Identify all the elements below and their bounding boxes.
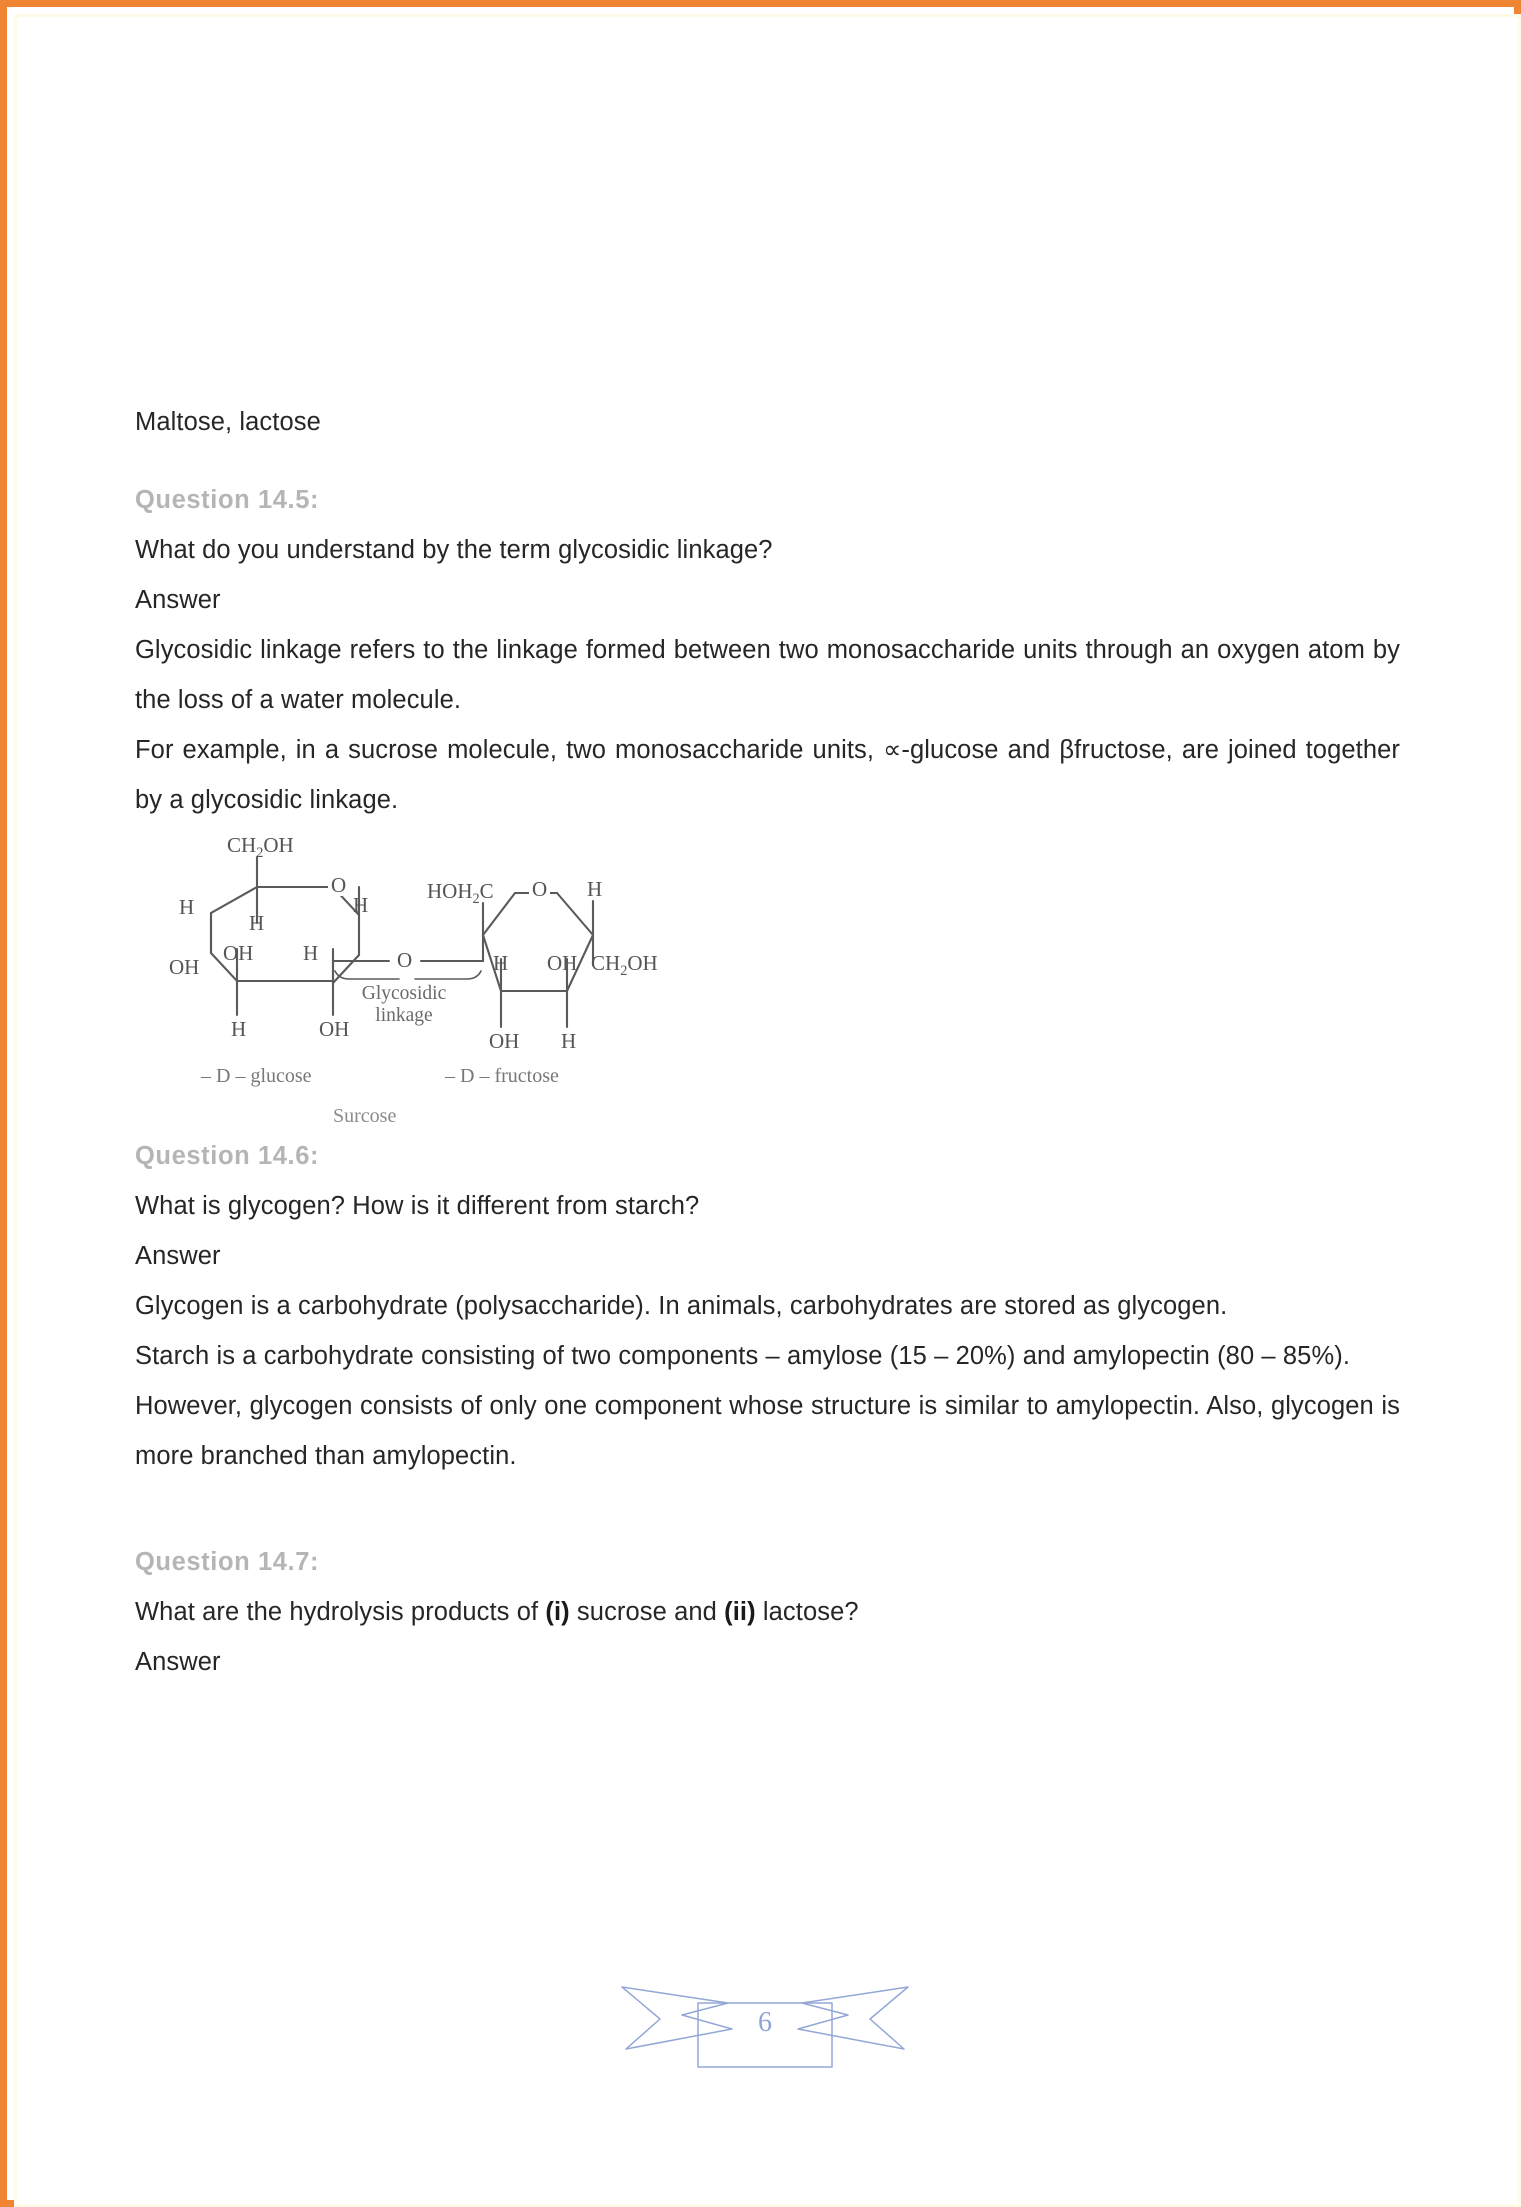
document-content xyxy=(135,397,1400,1687)
question-heading-14-6: Question 14.6: xyxy=(135,1142,320,1170)
answer-label-14-5: Answer xyxy=(135,586,221,614)
q147-part-b: sucrose and xyxy=(569,1598,725,1626)
answer-label-14-6: Answer xyxy=(135,1242,221,1270)
glucose-h-right-upper-label: H xyxy=(353,893,369,917)
glycosidic-linkage-caption xyxy=(344,983,464,1027)
glucose-oh-left-lower-label: OH xyxy=(169,955,200,979)
question-heading-14-5: Question 14.5: xyxy=(135,486,320,514)
sucrose-structure-diagram xyxy=(153,831,773,1131)
glucose-h-inner-upper-label: H xyxy=(249,911,265,935)
fructose-oh-bottom-left-label: OH xyxy=(489,1029,520,1053)
question-prompt-14-7 xyxy=(135,1587,1400,1637)
page-number-value: 6 xyxy=(758,2007,772,2038)
glucose-h-bottom-left-label: H xyxy=(231,1017,247,1041)
fructose-name-label: – D – fructose xyxy=(445,1065,559,1087)
glucose-ch2oh-label: $CH_2OH$ xyxy=(227,833,294,862)
answer-paragraph-14-6-3: However, glycogen consists of only one component whose structure is similar to amylopectin. Also, glycogen is more branched than amylopectin. xyxy=(135,1392,1400,1470)
fructose-ring-oxygen-label: O xyxy=(529,879,550,900)
answer-paragraph-14-5-1: Glycosidic linkage refers to the linkage formed between two monosaccharide units through an oxygen atom by the loss of a water molecule. xyxy=(135,636,1400,714)
fructose-h-left-inner-label: H xyxy=(493,951,509,975)
question-heading-14-7: Question 14.7: xyxy=(135,1548,320,1576)
glucose-oh-inner-lower-label: OH xyxy=(223,941,254,965)
glucose-name-label: – D – glucose xyxy=(201,1065,312,1087)
fructose-hoh2c-label: $HOH_2C$ xyxy=(427,879,494,908)
q147-part-c: lactose? xyxy=(755,1598,859,1626)
glucose-oh-bottom-right-label: OH xyxy=(319,1017,350,1041)
answer-paragraph-14-6-2: Starch is a carbohydrate consisting of two components – amylose (15 – 20%) and amylopectin (80 – 85%). xyxy=(135,1342,1350,1370)
sucrose-caption-label: Surcose xyxy=(333,1105,397,1127)
question-prompt-14-5: What do you understand by the term glycosidic linkage? xyxy=(135,536,773,564)
intro-line: Maltose, lactose xyxy=(135,408,321,436)
glycosidic-linkage-line2: linkage xyxy=(375,1004,433,1026)
fructose-ch2oh-label: $CH_2OH$ xyxy=(591,951,658,980)
page-number-ribbon xyxy=(620,1967,910,2072)
glycosidic-oxygen-label: O xyxy=(393,950,416,971)
fructose-h-bottom-right-label: H xyxy=(561,1029,577,1053)
question-prompt-14-6: What is glycogen? How is it different from starch? xyxy=(135,1192,700,1220)
fructose-h-right-top-label: H xyxy=(587,877,603,901)
answer-paragraph-14-6-1: Glycogen is a carbohydrate (polysaccharide). In animals, carbohydrates are stored as glycogen. xyxy=(135,1292,1228,1320)
glucose-h-inner-right-label: H xyxy=(303,941,319,965)
glucose-h-left-upper-label: H xyxy=(179,895,195,919)
q147-marker-i: (i) xyxy=(545,1598,570,1626)
q147-marker-ii: (ii) xyxy=(724,1598,756,1626)
fructose-oh-inner-right-label: OH xyxy=(547,951,578,975)
glycosidic-linkage-line1: Glycosidic xyxy=(361,983,447,1004)
glucose-ring-oxygen-label: O xyxy=(328,875,349,896)
answer-paragraph-14-5-2: For example, in a sucrose molecule, two monosaccharide units, ∝-glucose and βfructose, are joined together by a glycosidic linkage. xyxy=(135,736,1400,814)
answer-label-14-7: Answer xyxy=(135,1648,221,1676)
q147-part-a: What are the hydrolysis products of xyxy=(135,1598,546,1626)
